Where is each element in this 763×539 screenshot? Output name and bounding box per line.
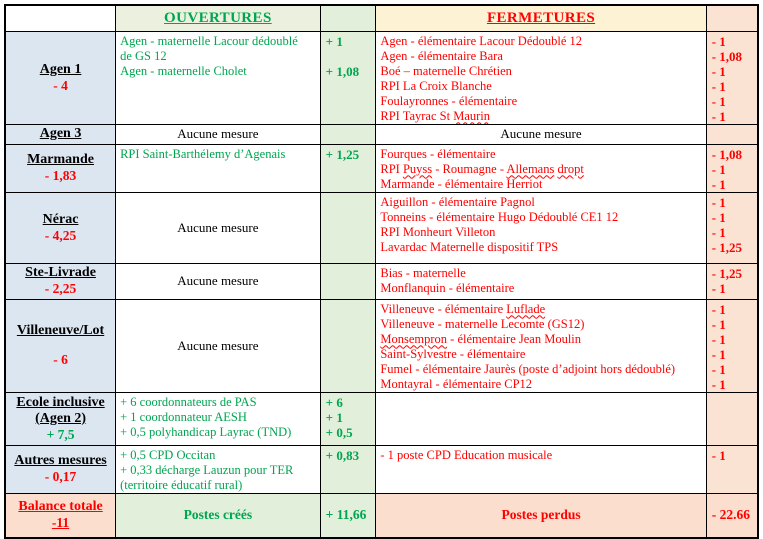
ouverture-item: + 0,5 CPD Occitan xyxy=(120,447,216,462)
zone-name: (Agen 2) xyxy=(35,410,87,426)
fermeture-item xyxy=(376,332,705,347)
zone-balance-value: - 6 xyxy=(53,352,68,367)
fermetures-cell-marmande xyxy=(376,144,706,192)
row-balance xyxy=(5,493,758,538)
zone-name: Agen 1 xyxy=(39,61,82,77)
zone-cell-ste-livrade xyxy=(5,263,116,299)
zone-name: Balance totale xyxy=(18,499,103,515)
zone-cell-agen-1 xyxy=(5,31,116,124)
fermetures-cell-autres-mesures xyxy=(376,445,706,493)
fermeture-value: - 1 xyxy=(711,176,726,192)
zone-name: Marmande xyxy=(27,152,94,167)
ouverture-value: + 1 xyxy=(325,33,343,49)
fermeture-value: - 1,25 xyxy=(711,265,743,281)
zone-cell-agen-3 xyxy=(5,124,116,144)
zone-balance-value: - 4 xyxy=(53,77,68,93)
postes-perdus-total: - 22.66 xyxy=(711,507,750,523)
header-zone-cell xyxy=(5,5,116,31)
fermetures-cell-ste-livrade xyxy=(376,263,706,299)
fermeture-item: Saint-Sylvestre - élémentaire xyxy=(380,346,526,361)
aucune-mesure-label: Aucune mesure xyxy=(500,126,582,141)
fermetures-values-cell-ste-livrade xyxy=(706,263,758,299)
ouverture-value xyxy=(321,49,376,64)
fermeture-value: - 1,08 xyxy=(711,146,743,162)
fermeture-value: - 1,08 xyxy=(711,48,743,64)
ouverture-value: + 6 xyxy=(325,394,343,410)
zone-name: Nérac xyxy=(42,211,79,227)
ouvertures-cell-ste-livrade xyxy=(116,263,321,299)
fermetures-values-cell-autres-mesures xyxy=(706,445,758,493)
ouvertures-cell-nerac xyxy=(116,192,321,263)
postes-crees-total: + 11,66 xyxy=(325,507,367,523)
ouverture-item: + 6 coordonnateurs de PAS xyxy=(120,394,257,409)
ouverture-value: + 0,83 xyxy=(325,447,360,463)
fermeture-value: - 1 xyxy=(711,316,726,332)
zone-name: Villeneuve/Lot xyxy=(16,323,105,338)
fermetures-values-cell-ecole-inclusive xyxy=(706,392,758,445)
aucune-mesure-label: Aucune mesure xyxy=(177,126,259,141)
fermeture-item: RPI La Croix Blanche xyxy=(380,78,492,93)
fermetures-cell-ecole-inclusive xyxy=(376,392,706,445)
ouvertures-values-cell-marmande xyxy=(320,144,376,192)
zone-cell-villeneuve-lot xyxy=(5,299,116,392)
header-ouvertures-cell xyxy=(116,5,321,31)
row-ecole-inclusive xyxy=(5,392,758,445)
zone-balance-value: - 4,25 xyxy=(44,227,77,243)
fermeture-value: - 1 xyxy=(711,301,726,317)
row-agen-1 xyxy=(5,31,758,124)
ouverture-value: + 1,25 xyxy=(325,146,360,162)
fermetures-values-cell-agen-1 xyxy=(706,31,758,124)
fermeture-value: - 1 xyxy=(711,280,726,296)
fermeture-item: RPI Monheurt Villeton xyxy=(380,224,496,239)
zone-name: Agen 3 xyxy=(39,126,82,141)
fermeture-item: Boé – maternelle Chrétien xyxy=(380,63,512,78)
fermetures-values-cell-villeneuve-lot xyxy=(706,299,758,392)
fermeture-value: - 1 xyxy=(711,33,726,49)
zone-cell-autres-mesures xyxy=(5,445,116,493)
fermeture-value: - 1 xyxy=(711,331,726,347)
postes-crees-total-cell xyxy=(320,493,376,538)
misspelling-wavy-underline: Maurin xyxy=(453,108,491,123)
fermeture-value: - 1 xyxy=(711,447,726,463)
postes-table xyxy=(4,4,759,539)
fermetures-cell-villeneuve-lot xyxy=(376,299,706,392)
fermeture-value: - 1 xyxy=(711,63,726,79)
fermeture-value: - 1 xyxy=(711,78,726,94)
zone-cell-marmande xyxy=(5,144,116,192)
text-segment: - Roumagne - xyxy=(432,161,507,176)
ouverture-value: + 0,5 xyxy=(325,424,353,440)
misspelling-wavy-underline: Monsempron xyxy=(380,331,448,346)
fermetures-values-cell-agen-3 xyxy=(706,124,758,144)
postes-perdus-cell xyxy=(376,493,706,538)
fermeture-item: Villeneuve - maternelle Lecomte (GS12) xyxy=(380,316,585,331)
fermetures-cell-nerac xyxy=(376,192,706,263)
fermeture-item: Montayral - élémentaire CP12 xyxy=(380,376,533,391)
text-segment: RPI Tayrac St xyxy=(380,108,454,123)
row-ste-livrade xyxy=(5,263,758,299)
header-fermetures-value-cell xyxy=(706,5,758,31)
zone-name: Ste-Livrade xyxy=(25,265,96,280)
zone-balance-value: - 0,17 xyxy=(44,469,77,484)
ouvertures-values-cell-agen-1 xyxy=(320,31,376,124)
fermeture-value: - 1 xyxy=(711,361,726,377)
fermeture-value: - 1 xyxy=(711,93,726,109)
aucune-mesure-label: Aucune mesure xyxy=(177,337,259,353)
ouvertures-cell-villeneuve-lot xyxy=(116,299,321,392)
fermeture-item xyxy=(376,302,705,317)
fermeture-value: - 1 xyxy=(711,346,726,362)
zone-spacer xyxy=(6,339,115,352)
ouvertures-values-cell-autres-mesures xyxy=(320,445,376,493)
ouvertures-values-cell-agen-3 xyxy=(320,124,376,144)
misspelling-wavy-underline: Allemans xyxy=(506,161,555,176)
row-marmande xyxy=(5,144,758,192)
fermeture-item: - 1 poste CPD Education musicale xyxy=(380,447,553,462)
postes-crees-cell xyxy=(116,493,321,538)
ouverture-item: de GS 12 xyxy=(120,48,167,63)
fermeture-item: Foulayronnes - élémentaire xyxy=(380,93,518,108)
fermeture-item: Aiguillon - élémentaire Pagnol xyxy=(380,194,535,209)
zone-balance-value: - 2,25 xyxy=(44,281,77,296)
ouverture-item: RPI Saint-Barthélemy d’Agenais xyxy=(120,146,286,161)
row-villeneuve-lot xyxy=(5,299,758,392)
ouvertures-header-label: OUVERTURES xyxy=(164,10,272,27)
fermeture-item: Monflanquin - élémentaire xyxy=(380,280,515,295)
ouvertures-cell-autres-mesures xyxy=(116,445,321,493)
fermeture-item: Bias - maternelle xyxy=(380,265,466,280)
ouvertures-cell-ecole-inclusive xyxy=(116,392,321,445)
ouvertures-values-cell-ecole-inclusive xyxy=(320,392,376,445)
ouvertures-values-cell-nerac xyxy=(320,192,376,263)
fermeture-value: - 1 xyxy=(711,224,726,240)
fermeture-item: Fumel - élémentaire Jaurès (poste d’adjoint hors dédoublé) xyxy=(380,361,676,376)
fermetures-values-cell-marmande xyxy=(706,144,758,192)
fermeture-item: Agen - élémentaire Bara xyxy=(380,48,503,63)
fermeture-value: - 1,25 xyxy=(711,239,743,255)
header-ouvertures-value-cell xyxy=(320,5,376,31)
zone-balance-value: -11 xyxy=(51,515,70,531)
zone-name: Ecole inclusive xyxy=(16,394,105,410)
zone-name: Autres mesures xyxy=(14,453,107,468)
misspelling-wavy-underline: dropt xyxy=(557,161,584,176)
fermeture-item: Lavardac Maternelle dispositif TPS xyxy=(380,239,559,254)
fermeture-value: - 1 xyxy=(711,376,726,392)
fermeture-item xyxy=(376,109,705,124)
row-agen-3 xyxy=(5,124,758,144)
ouverture-value: + 1 xyxy=(325,409,343,425)
misspelling-wavy-underline: Puyss xyxy=(402,161,433,176)
row-autres-mesures xyxy=(5,445,758,493)
fermeture-item: Tonneins - élémentaire Hugo Dédoublé CE1 12 xyxy=(380,209,619,224)
text-segment: RPI xyxy=(380,161,403,176)
ouverture-value: + 1,08 xyxy=(325,63,360,79)
aucune-mesure-label: Aucune mesure xyxy=(177,273,259,288)
zone-cell-balance xyxy=(5,493,116,538)
fermetures-cell-agen-1 xyxy=(376,31,706,124)
ouverture-item: + 0,33 décharge Lauzun pour TER xyxy=(120,462,294,477)
fermetures-cell-agen-3 xyxy=(376,124,706,144)
ouverture-item: + 1 coordonnateur AESH xyxy=(120,409,247,424)
ouvertures-cell-marmande xyxy=(116,144,321,192)
fermeture-value: - 1 xyxy=(711,209,726,225)
ouverture-item: + 0,5 polyhandicap Layrac (TND) xyxy=(120,424,292,439)
aucune-mesure-label: Aucune mesure xyxy=(177,219,259,235)
row-nerac xyxy=(5,192,758,263)
fermetures-values-cell-nerac xyxy=(706,192,758,263)
zone-balance-value: - 1,83 xyxy=(44,168,77,183)
table-header-row xyxy=(5,5,758,31)
fermeture-value: - 1 xyxy=(711,161,726,177)
ouverture-item: (territoire éducatif rural) xyxy=(120,477,243,492)
fermetures-header-label: FERMETURES xyxy=(486,10,596,27)
ouvertures-cell-agen-1 xyxy=(116,31,321,124)
misspelling-wavy-underline: Luflade xyxy=(506,301,546,316)
ouverture-item: Agen - maternelle Lacour dédoublé xyxy=(120,33,298,48)
postes-crees-label: Postes créés xyxy=(183,507,253,523)
fermeture-item: Agen - élémentaire Lacour Dédoublé 12 xyxy=(380,33,583,48)
zone-cell-ecole-inclusive xyxy=(5,392,116,445)
ouvertures-cell-agen-3 xyxy=(116,124,321,144)
ouvertures-values-cell-villeneuve-lot xyxy=(320,299,376,392)
zone-cell-nerac xyxy=(5,192,116,263)
fermeture-value: - 1 xyxy=(711,194,726,210)
ouvertures-values-cell-ste-livrade xyxy=(320,263,376,299)
fermeture-value: - 1 xyxy=(711,108,726,124)
text-segment: Villeneuve - élémentaire xyxy=(380,301,507,316)
postes-perdus-total-cell xyxy=(706,493,758,538)
fermeture-item xyxy=(376,162,705,177)
fermeture-item: Marmande - élémentaire Herriot xyxy=(380,176,543,191)
fermeture-item: Fourques - élémentaire xyxy=(380,146,496,161)
postes-perdus-label: Postes perdus xyxy=(501,507,581,523)
text-segment: - élémentaire Jean Moulin xyxy=(447,331,582,346)
header-fermetures-cell xyxy=(376,5,706,31)
zone-balance-value: + 7,5 xyxy=(46,426,75,442)
ouverture-item: Agen - maternelle Cholet xyxy=(120,63,247,78)
